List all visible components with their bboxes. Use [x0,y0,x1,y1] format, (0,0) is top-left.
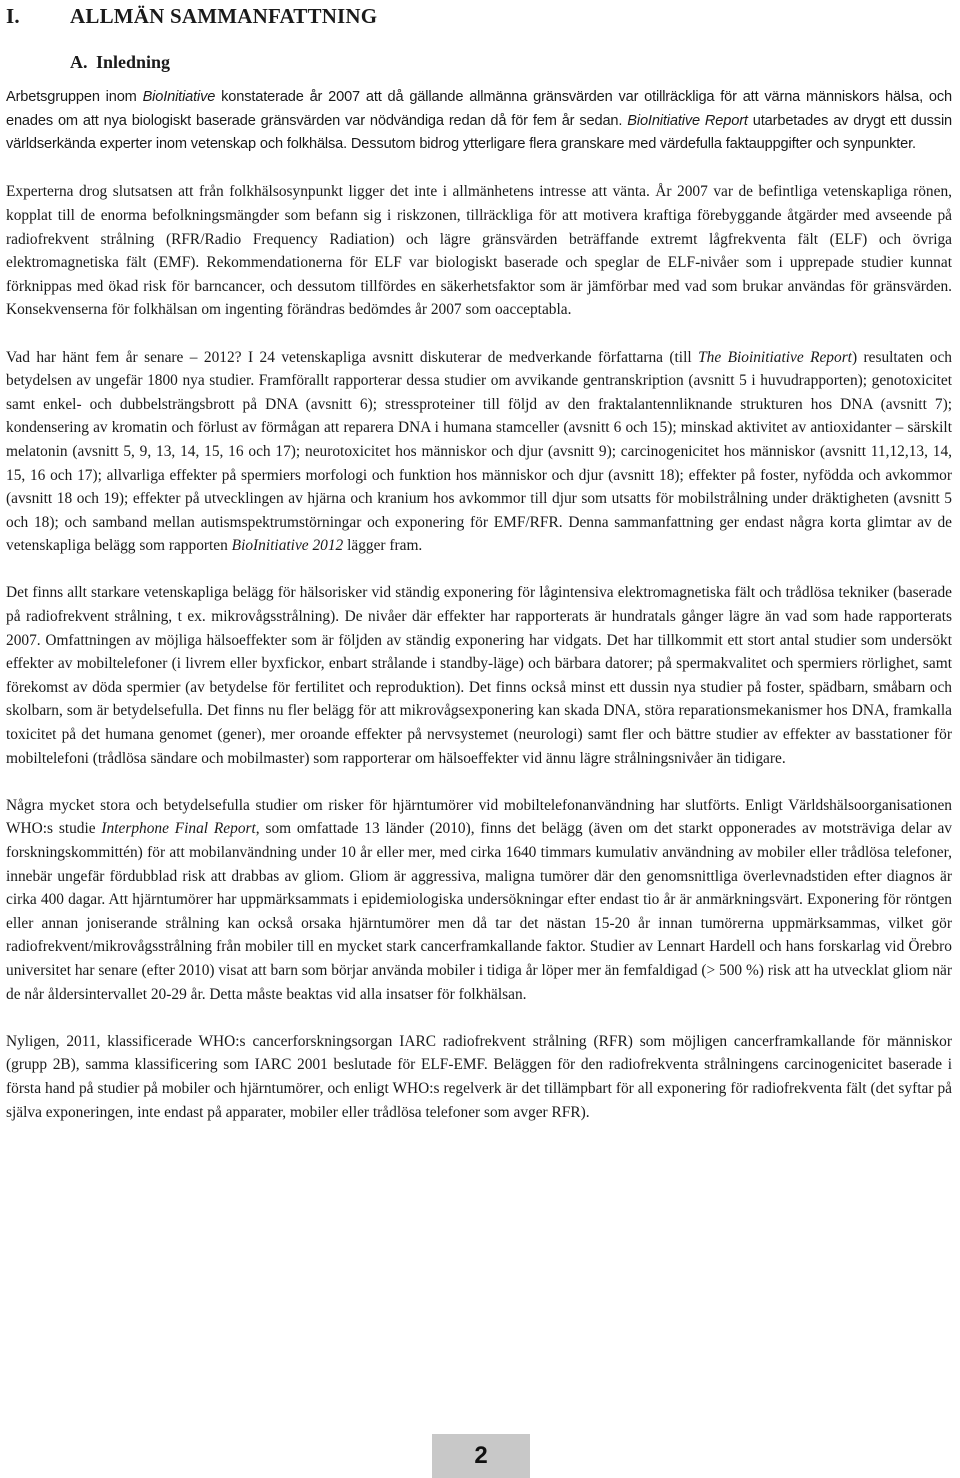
text-run: Några mycket stora och betydelsefulla studier om risker för hjärntumörer vid mobiltelefonanvändning har slutförts. Enligt Världshälsoorganisationen WHO:s studie [6,796,952,838]
paragraph-intro [6,86,952,157]
text-run: utarbetades av drygt ett dussin världserkända experter inom vetenskap och folkhälsa. Dessutom bidrog ytterligare flera granskare med värdefulla faktauppgifter och synpunkter. [6,112,952,153]
section-title: ALLMÄN SAMMANFATTNING [70,4,378,28]
paragraph-2012 [6,346,952,558]
paragraph-iarc: Nyligen, 2011, klassificerade WHO:s cancerforskningsorgan IARC radiofrekvent strålning (RFR) som möjligen cancerframkallande för människor (grupp 2B), samma klassificering som IARC 2001 beslutade för ELF-EMF. Beläggen för den radiofrekventa strålningens carcinogenicitet baserade i första hand på studier på mobiler och hjärntumörer, och enligt WHO:s regelverk är det tillämpbart för all exponering för radiofrekventa fält (det syftar på själva exponeringen, inte endast på apparater, mobiler eller trådlösa telefoner som avger RFR). [6,1032,952,1121]
section-number: I. [6,4,20,28]
paragraph-evidence: Det finns allt starkare vetenskapliga belägg för hälsorisker vid ständig exponering för lågintensiva elektromagnetiska fält och trådlösa tekniker (baserade på radiofrekvent strålning, t ex. mikrovågsstrålning). De nivåer där effekter har rapporterats är hundratals gånger lägre än vad som hade rapporterats 2007. Omfattningen av möjliga hälsoeffekter som är följden av ständig exponering har vidgats. Det har tillkommit ett stort antal studier som undersökt effekter av mobiltelefoner (i livrem eller byxfickor, enbart strålande i standby-läge) och bärbara datorer; på spermakvalitet och spermiers rörlighet, samt förekomst av döda spermier (av betydelse för fertilitet och reproduktion). Det finns också minst ett dussin nya studier på foster, spädbarn, småbarn och skolbarn, som är betydelsefulla. Det finns nu fler belägg för att mikrovågsexponering kan skada DNA, störa reparationsmekanismer hos DNA, framkalla toxicitet på det humana genomet (gener), mer oroande effekter på nervsystemet (neurologi) samt fler och bättre studier av effekter av basstationer för mobiltelefoni (trådlösa sändare och mobilmaster) som rapporterar om hälsoeffekter vid ännu lägre strålningsnivåer än tidigare. [6,584,952,767]
text-run: lägger fram. [343,537,423,555]
text-run-italic: Interphone Final Report [101,820,256,838]
page-number: 2 [432,1434,530,1478]
paragraph-brain-tumors [6,794,952,1006]
section-heading [6,2,952,30]
text-run-italic: BioInitiative [142,89,216,105]
text-run: konstaterade år 2007 att då gällande allmänna gränsvärden var otillräckliga för att värna människors hälsa, och enades om att nya biologiskt baserade gränsvärden var nödvändiga redan då för fem år sedan. [6,89,952,129]
text-run: Arbetsgruppen inom [6,89,143,105]
text-run-italic: The Bioinitiative Report [698,348,852,366]
text-run: ) resultaten och betydelsen av ungefär 1800 nya studier. Framförallt rapporterar dessa studier om avvikande gentranskription (avsnitt 5 i huvudrapporten); genotoxicitet samt enkel- och dubbelsträngsbrott på DNA (avsnitt 6); stressproteiner till följd av den fraktalantennliknande strukturen hos DNA (avsnitt 7); kondensering av kromatin och förlust av förmågan att reparera DNA i humana stamceller (avsnitt 6 och 15); minskad aktivitet av antioxidanter – särskilt melatonin (avsnitt 5, 9, 13, 14, 15, 16 och 17); neurotoxicitet hos människor och djur (avsnitt 9); carcinogenicitet hos människor (avsnitt 11,12,13, 14, 15, 16 och 17); allvarliga effekter på spermiers morfologi och funktion hos människor och djur (avsnitt 18); effekter på foster, nyfödda och avkommor (avsnitt 18 och 19); effekter på utvecklingen av hjärna och kranium hos avkommor till djur som utsatts för mobilstrålning under dräktigheten (avsnitt 5 och 18); och samband mellan autismspektrumstörningar och exponering för EMF/RFR. Denna sammanfattning ger endast några korta glimtar av de vetenskapliga belägg som rapporten [6,348,952,555]
paragraph-experts: Experterna drog slutsatsen att från folkhälsosynpunkt ligger det inte i allmänhetens intresse att vänta. År 2007 var de befintliga vetenskapliga rönen, kopplat till de enorma befolkningsmängder som befann sig i riskzonen, tillräckliga för att motivera kraftiga förebyggande åtgärder med avseende på radiofrekvent strålning (RFR/Radio Frequency Radiation) och lägre gränsvärden beträffande extremt lågfrekventa fält (ELF) och övriga elektromagnetiska fält (EMF). Rekommendationerna för ELF var biologiskt baserade och speglar de ELF-nivåer som i upprepade studier kunnat förknippas med ökad risk för barncancer, och dessutom tillfördes en säkerhetsfaktor som är jämförbar med vad som brukar användas för gränsvärden. Konsekvenserna för folkhälsan om ingenting förändras bedömdes år 2007 som oacceptabla. [6,183,952,319]
text-run-italic: BioInitiative 2012 [231,537,344,555]
text-run: Vad har hänt fem år senare – 2012? I 24 vetenskapliga avsnitt diskuterar de medverkande författarna (till [6,348,699,366]
text-run: , som omfattade 13 länder (2010), finns det belägg (även om det starkt opponerades av motsträviga delar av forskningskommittén) för att mobilanvändning under 10 år eller mer, med cirka 1640 timmars kumulativ användning av mobiler eller trådlösa telefoner, innebär ungefär fördubblad risk att drabbas av gliom. Gliom är aggressiva, maligna tumörer där den genomsnittliga överlevnadstiden efter diagnos är cirka 400 dagar. Att hjärntumörer har uppmärksammats i epidemiologiska undersökningar efter endast tio år är anmärkningsvärt. Exponering för röntgen eller annan joniserande strålning kan också orsaka hjärntumörer men då tar det nästan 15-20 år innan tumörerna uppmärksammas, vilket gör radiofrekvent/mikrovågsstrålning från mobiler till en mycket stark cancerframkallande faktor. Studier av Lennart Hardell och hans forskarlag vid Örebro universitet har senare (efter 2010) visat att barn som börjar använda mobiler i tidiga år löper mer än femfaldigad (> 500 %) risk att ha utvecklat gliom när de når åldersintervallet 20-29 år. Detta måste beaktas vid alla insatser för folkhälsan. [6,820,952,1003]
subsection-heading [70,50,952,74]
subsection-title: Inledning [96,52,171,72]
text-run-italic: BioInitiative Report [627,112,748,129]
subsection-letter: A. [70,52,88,72]
